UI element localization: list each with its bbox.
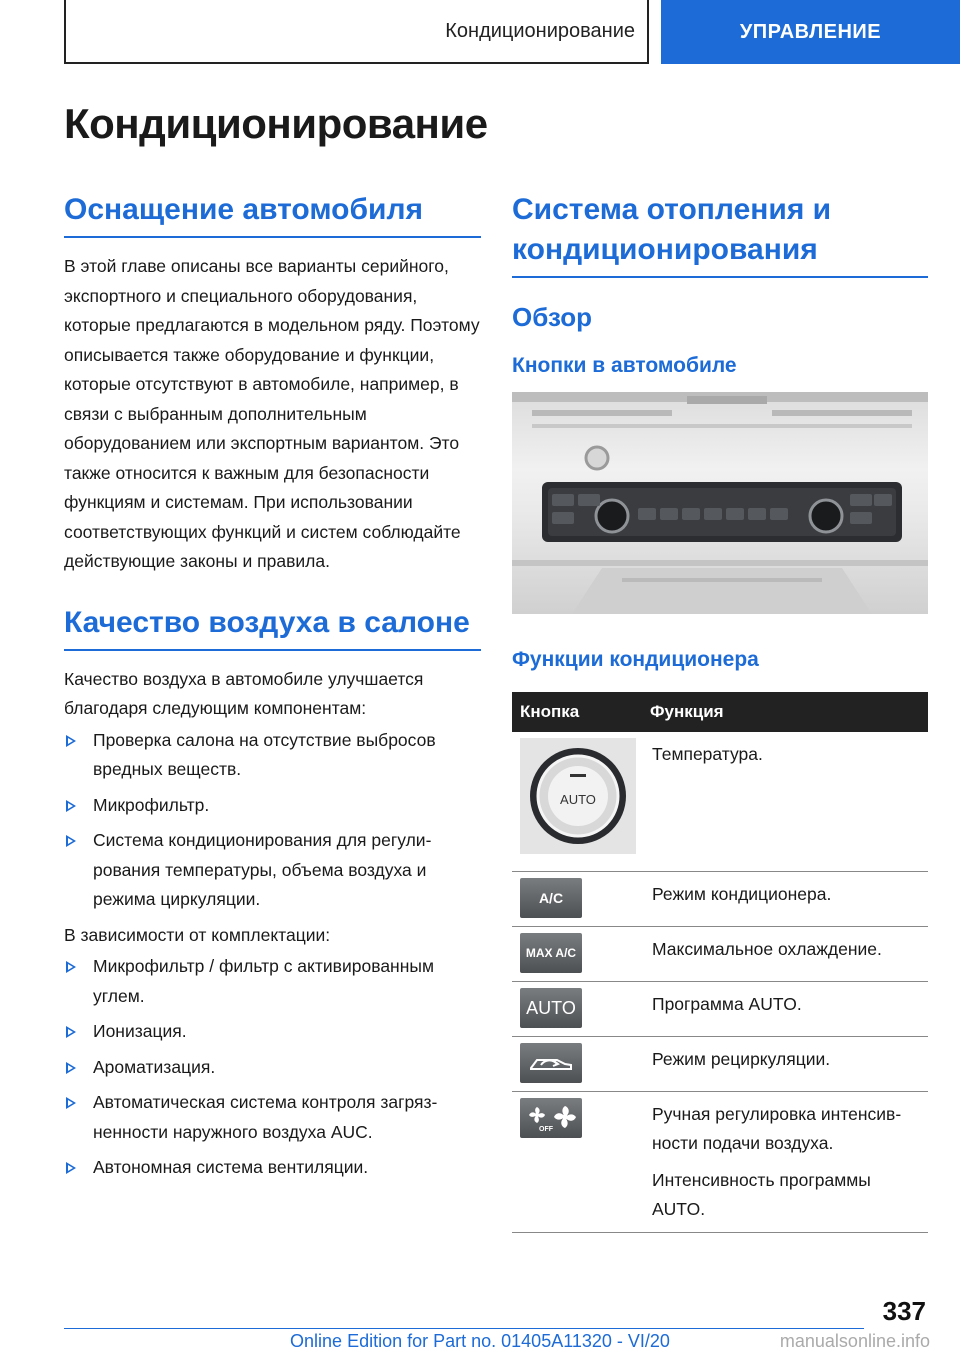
list-item: Проверка салона на отсутствие выбросов вредных веществ. bbox=[64, 726, 481, 785]
header-section-label: Кондиционирование bbox=[445, 19, 635, 42]
recirculation-button-icon bbox=[520, 1043, 582, 1083]
function-cell: Программа AUTO. bbox=[642, 982, 928, 1037]
fan-speed-button-icon bbox=[520, 1098, 582, 1138]
temperature-knob-icon bbox=[520, 738, 636, 854]
header-chapter-label: УПРАВЛЕНИЕ bbox=[739, 20, 882, 43]
header-section-tab bbox=[64, 0, 649, 64]
list-item: Микрофильтр. bbox=[64, 791, 481, 821]
bullet-triangle-icon bbox=[66, 735, 76, 747]
button-cell bbox=[512, 1037, 642, 1092]
air-quality-list bbox=[64, 726, 481, 915]
equipment-paragraph: В этой главе описаны все варианты серийного, экспортного и специального оборудования, которые предлагаются в модельном ряду. Поэтому описывается также оборудование и функции, которые отсутствуют в автомобиле, например, в связи с выбранным дополнительным оборудованием или экспортным вариантом. Это также относится к важным для безопасности функциям и системам. При использовании соответствующих функций и систем соблюдайте действующие законы и правила. bbox=[64, 256, 480, 571]
section-heading-air-quality: Качество воздуха в салоне bbox=[64, 603, 481, 651]
recirculation-car-icon bbox=[527, 1051, 575, 1075]
page-number: 337 bbox=[882, 1296, 926, 1326]
function-cell: Максимальное охлаждение. bbox=[642, 927, 928, 982]
functions-heading: Функции кондиционера bbox=[512, 648, 759, 671]
function-cell: Температура. bbox=[642, 732, 928, 872]
bullet-triangle-icon bbox=[66, 800, 76, 812]
svg-text:AUTO: AUTO bbox=[560, 792, 596, 807]
auto-button-icon: AUTO bbox=[520, 988, 582, 1028]
list-item: Автоматическая система контроля загрязненности наружного воздуха AUC. bbox=[64, 1088, 481, 1147]
optional-equipment-list bbox=[64, 952, 481, 1183]
bullet-triangle-icon bbox=[66, 1062, 76, 1074]
function-cell: Режим кондиционера. bbox=[642, 872, 928, 927]
table-row bbox=[512, 927, 928, 982]
page-title: Кондиционирование bbox=[64, 100, 488, 147]
bullet-triangle-icon bbox=[66, 961, 76, 973]
left-column bbox=[64, 190, 481, 1183]
list-item: Ароматизация. bbox=[64, 1053, 481, 1083]
list-item: Автономная система вентиляции. bbox=[64, 1153, 481, 1183]
list-item: Микрофильтр / фильтр с активированным углем. bbox=[64, 952, 481, 1011]
button-cell bbox=[512, 872, 642, 927]
function-text: Ручная регулировка интенсивности подачи воздуха. bbox=[652, 1104, 902, 1153]
bullet-triangle-icon bbox=[66, 1162, 76, 1174]
table-row bbox=[512, 1037, 928, 1092]
climate-panel-illustration bbox=[512, 392, 928, 614]
bullet-triangle-icon bbox=[66, 835, 76, 847]
table-row bbox=[512, 732, 928, 872]
watermark: manualsonline.info bbox=[779, 1331, 930, 1351]
list-item: Система кондиционирования для регулирования температуры, объема воздуха и режима циркуляции. bbox=[64, 826, 481, 915]
overview-heading: Обзор bbox=[512, 302, 592, 332]
function-text-secondary: Интенсивность программы AUTO. bbox=[652, 1170, 871, 1219]
function-cell: Режим рециркуляции. bbox=[642, 1037, 928, 1092]
button-cell bbox=[512, 732, 642, 872]
function-cell bbox=[642, 1092, 928, 1233]
air-quality-intro: Качество воздуха в автомобиле улучшается благодаря следующим компонентам: bbox=[64, 668, 424, 718]
ac-button-icon: A/C bbox=[520, 878, 582, 918]
footer-divider bbox=[64, 1328, 864, 1329]
table-row bbox=[512, 872, 928, 927]
header-chapter-tab bbox=[661, 0, 960, 64]
bullet-triangle-icon bbox=[66, 1097, 76, 1109]
section-heading-equipment: Оснащение автомобиля bbox=[64, 190, 481, 238]
equipment-dependent-text: В зависимости от комплектации: bbox=[64, 924, 331, 945]
button-cell bbox=[512, 1092, 642, 1233]
buttons-heading: Кнопки в автомобиле bbox=[512, 354, 737, 377]
button-cell bbox=[512, 982, 642, 1037]
bullet-triangle-icon bbox=[66, 1026, 76, 1038]
edition-text: Online Edition for Part no. 01405A11320 - VI/20 bbox=[290, 1331, 670, 1351]
button-cell bbox=[512, 927, 642, 982]
svg-text:OFF: OFF bbox=[539, 1126, 553, 1133]
climate-panel-photo bbox=[512, 392, 928, 614]
right-column bbox=[512, 190, 928, 1233]
functions-table bbox=[512, 692, 928, 1233]
fan-off-icon bbox=[523, 1103, 579, 1133]
list-item: Ионизация. bbox=[64, 1017, 481, 1047]
table-row bbox=[512, 982, 928, 1037]
table-header-button: Кнопка bbox=[512, 692, 642, 732]
table-header-function: Функция bbox=[642, 692, 928, 732]
max-ac-button-icon: MAX A/C bbox=[520, 933, 582, 973]
table-row bbox=[512, 1092, 928, 1233]
section-heading-climate-system: Система отопления и кондиционирования bbox=[512, 190, 928, 278]
